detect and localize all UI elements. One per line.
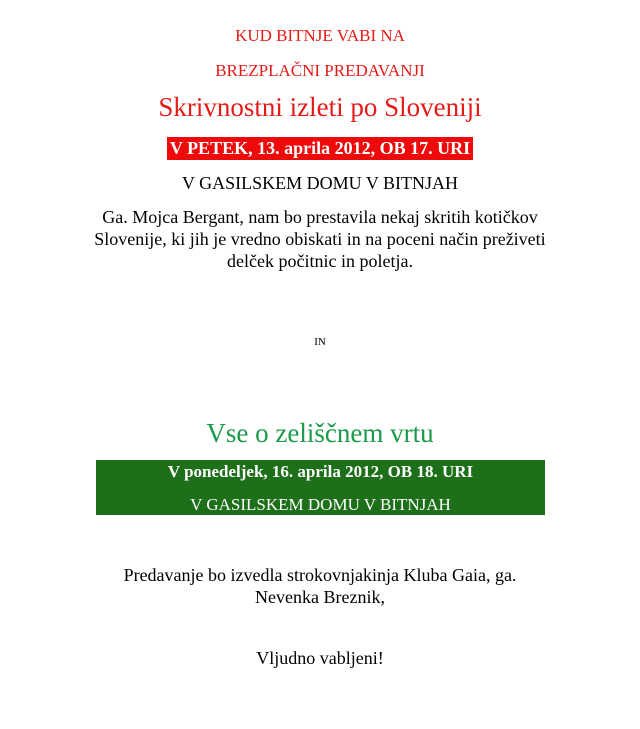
lecture2-desc-line-1: Predavanje bo izvedla strokovnjakinja Kluba Gaia, ga. — [123, 565, 517, 585]
lecture2-venue: V GASILSKEM DOMU V BITNJAH — [96, 488, 545, 515]
header-line-2: BREZPLAČNI PREDAVANJI — [215, 61, 425, 80]
separator-text: IN — [314, 336, 326, 348]
lecture2-desc-line-2: Nevenka Breznik, — [255, 587, 385, 607]
lecture2-title: Vse o zeliščnem vrtu — [206, 418, 434, 448]
header-line-1: KUD BITNJE VABI NA — [235, 26, 405, 45]
lecture1-venue: V GASILSKEM DOMU V BITNJAH — [181, 173, 459, 193]
lecture1-date: V PETEK, 13. aprila 2012, OB 17. URI — [167, 137, 473, 160]
lecture2-date: V ponedeljek, 16. aprila 2012, OB 18. URI — [96, 460, 545, 488]
lecture1-desc-line-1: Ga. Mojca Bergant, nam bo prestavila nekaj skritih kotičkov — [102, 207, 538, 227]
lecture1-date-banner — [0, 137, 640, 160]
lecture1-title: Skrivnostni izleti po Sloveniji — [158, 92, 482, 122]
lecture1-desc-line-3: delček počitnic in poletja. — [227, 251, 413, 271]
closing-text: Vljudno vabljeni! — [256, 648, 384, 668]
lecture1-desc-line-2: Slovenije, ki jih je vredno obiskati in na poceni način preživeti — [94, 229, 546, 249]
